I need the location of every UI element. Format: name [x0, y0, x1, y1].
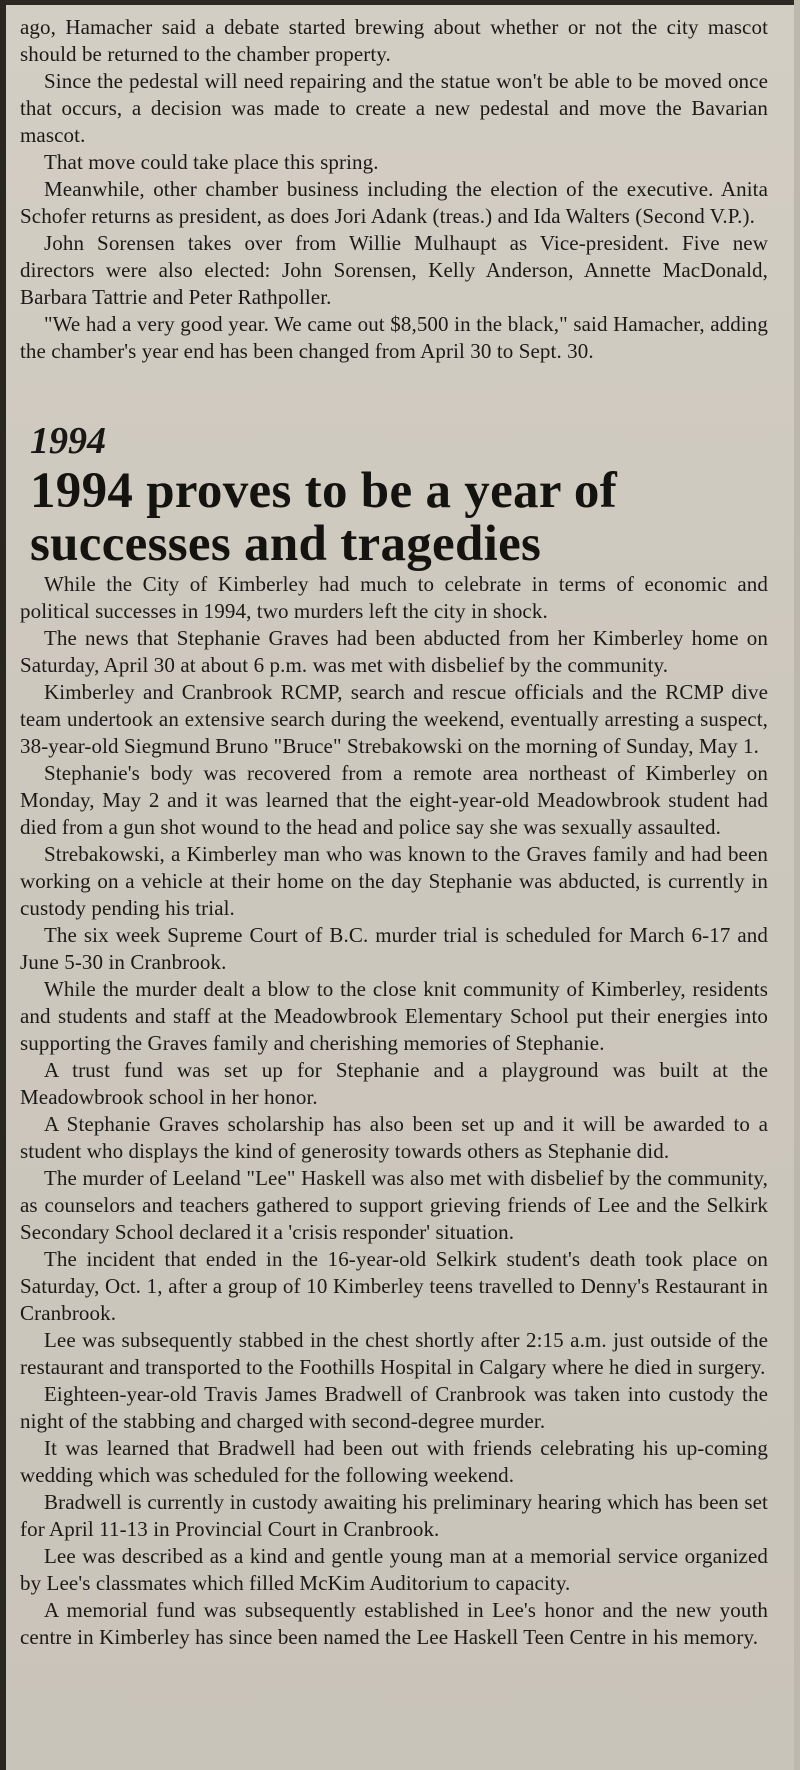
- story2-paragraph: Bradwell is currently in custody awaiting his preliminary hearing which has been set for April 11-13 in Provincial Court in Cranbrook.: [20, 1490, 768, 1541]
- story2-paragraph: Stephanie's body was recovered from a remote area northeast of Kimberley on Monday, May 2 and it was learned that the eight-year-old Meadowbrook student had died from a gun shot wound to the head and police say she was sexually assaulted.: [20, 761, 768, 839]
- year-review-story: [20, 419, 768, 1651]
- story2-paragraph: While the murder dealt a blow to the close knit community of Kimberley, residents and students and staff at the Meadowbrook Elementary School put their energies into supporting the Graves family and cherishing memories of Stephanie.: [20, 977, 768, 1055]
- story2-paragraph: It was learned that Bradwell had been out with friends celebrating his up-coming wedding which was scheduled for the following weekend.: [20, 1436, 768, 1487]
- article-column: [20, 14, 768, 1651]
- story1-paragraph: "We had a very good year. We came out $8,500 in the black," said Hamacher, adding the chamber's year end has been changed from April 30 to Sept. 30.: [20, 312, 768, 363]
- story2-paragraph: A memorial fund was subsequently established in Lee's honor and the new youth centre in Kimberley has since been named the Lee Haskell Teen Centre in his memory.: [20, 1598, 768, 1649]
- story1-paragraph: John Sorensen takes over from Willie Mulhaupt as Vice-president. Five new directors were also elected: John Sorensen, Kelly Anderson, Annette MacDonald, Barbara Tattrie and Peter Rathpoller.: [20, 231, 768, 309]
- story2-paragraph: A trust fund was set up for Stephanie and a playground was built at the Meadowbrook school in her honor.: [20, 1058, 768, 1109]
- story2-paragraph: The news that Stephanie Graves had been abducted from her Kimberley home on Saturday, April 30 at about 6 p.m. was met with disbelief by the community.: [20, 626, 768, 677]
- section-kicker: 1994: [30, 420, 106, 462]
- story2-paragraph: While the City of Kimberley had much to celebrate in terms of economic and political successes in 1994, two murders left the city in shock.: [20, 572, 768, 623]
- story1-paragraph: Meanwhile, other chamber business including the election of the executive. Anita Schofer returns as president, as does Jori Adank (treas.) and Ida Walters (Second V.P.).: [20, 177, 768, 228]
- story1-paragraph: That move could take place this spring.: [44, 150, 379, 174]
- story1-paragraph: ago, Hamacher said a debate started brewing about whether or not the city mascot should be returned to the chamber property.: [20, 15, 768, 66]
- page-left-edge: [0, 0, 6, 1770]
- top-rule: [6, 0, 794, 5]
- story2-paragraph: Kimberley and Cranbrook RCMP, search and rescue officials and the RCMP dive team undertook an extensive search during the weekend, eventually arresting a suspect, 38-year-old Siegmund Bruno "Bruce" Strebakowski on the morning of Sunday, May 1.: [20, 680, 768, 758]
- story-separator-space: [20, 365, 768, 415]
- story2-paragraph: Eighteen-year-old Travis James Bradwell of Cranbrook was taken into custody the night of the stabbing and charged with second-degree murder.: [20, 1382, 768, 1433]
- story2-paragraph: Lee was subsequently stabbed in the chest shortly after 2:15 a.m. just outside of the restaurant and transported to the Foothills Hospital in Calgary where he died in surgery.: [20, 1328, 768, 1379]
- story2-paragraph: The incident that ended in the 16-year-old Selkirk student's death took place on Saturday, Oct. 1, after a group of 10 Kimberley teens travelled to Denny's Restaurant in Cranbrook.: [20, 1247, 768, 1325]
- story2-paragraph: Lee was described as a kind and gentle young man at a memorial service organized by Lee's classmates which filled McKim Auditorium to capacity.: [20, 1544, 768, 1595]
- page-right-edge: [794, 0, 800, 1770]
- story2-paragraph: The murder of Leeland "Lee" Haskell was also met with disbelief by the community, as counselors and teachers gathered to support grieving friends of Lee and the Selkirk Secondary School declared it a 'crisis responder' situation.: [20, 1166, 768, 1244]
- story1-paragraph: Since the pedestal will need repairing and the statue won't be able to be moved once that occurs, a decision was made to create a new pedestal and move the Bavarian mascot.: [20, 69, 768, 147]
- story2-paragraph: The six week Supreme Court of B.C. murder trial is scheduled for March 6-17 and June 5-30 in Cranbrook.: [20, 923, 768, 974]
- article-headline: 1994 proves to be a year of successes and tragedies: [30, 463, 617, 572]
- chamber-story-continuation: [20, 14, 768, 365]
- story2-paragraph: A Stephanie Graves scholarship has also been set up and it will be awarded to a student who displays the kind of generosity towards others as Stephanie did.: [20, 1112, 768, 1163]
- story2-paragraph: Strebakowski, a Kimberley man who was known to the Graves family and had been working on a vehicle at their home on the day Stephanie was abducted, is currently in custody pending his trial.: [20, 842, 768, 920]
